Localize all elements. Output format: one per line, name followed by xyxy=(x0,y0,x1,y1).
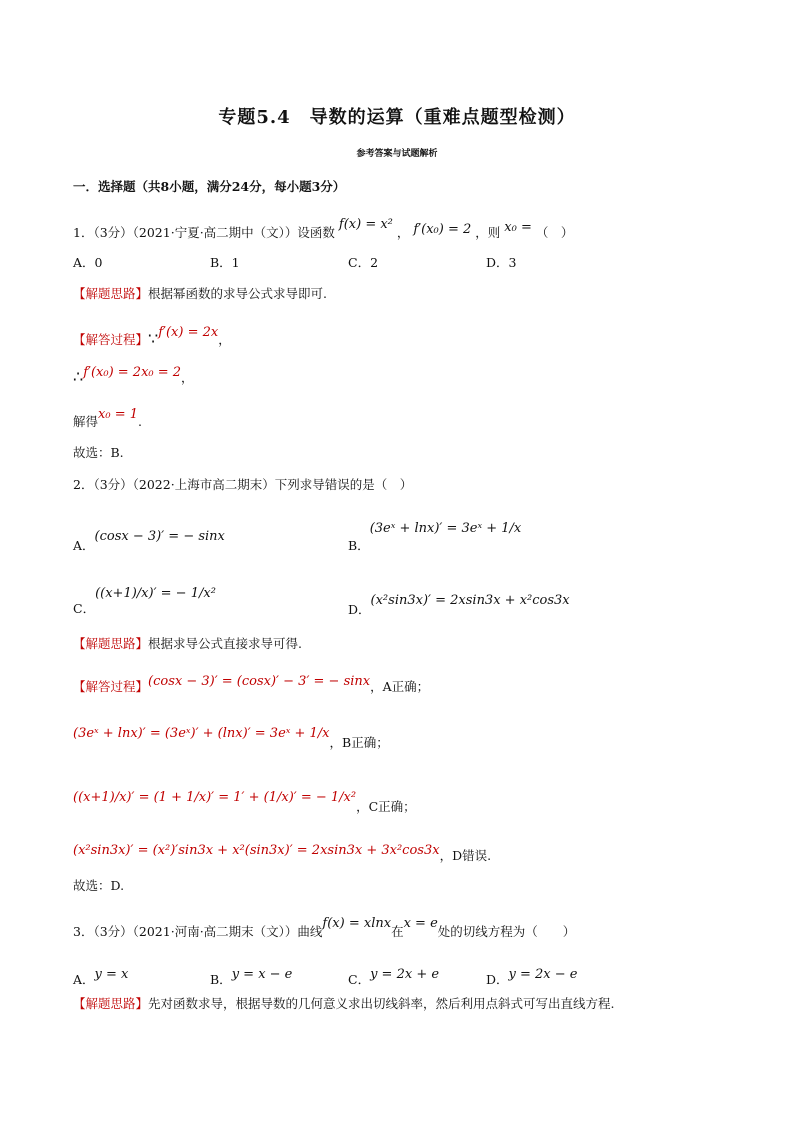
q2-process-note4: ，D错误. xyxy=(439,848,492,863)
q3-formula-x: x = e xyxy=(403,916,438,931)
q3-option-a-formula: y = x xyxy=(94,967,129,982)
q2-process-note3: ，C正确； xyxy=(356,799,416,814)
q3-stem-text-a: 3．（3分）（2021·河南·高二期末（文））曲线 xyxy=(73,924,323,939)
q2-option-c-formula: ((x+1)/x)′ = − 1/x² xyxy=(95,586,216,601)
q2-process-line4 xyxy=(73,843,492,864)
q2-process-formula4: (x²sin3x)′ = (x²)′sin3x + x²(sin3x)′ = 2xsin3x + 3x²cos3x xyxy=(73,843,440,858)
q1-idea-text: 根据幂函数的求导公式求导即可. xyxy=(148,286,327,301)
q2-process-line1 xyxy=(73,674,430,695)
q2-process-note2: ，B正确； xyxy=(329,735,389,750)
q1-formula-deriv: f′(x₀) = 2 xyxy=(413,222,472,237)
q2-process-formula2: (3eˣ + lnx)′ = (3eˣ)′ + (lnx)′ = 3eˣ + 1/x xyxy=(73,726,330,741)
q3-formula-f: f(x) = xlnx xyxy=(322,916,392,931)
q3-option-c-formula: y = 2x + e xyxy=(370,967,440,982)
q3-option-c-label: C． xyxy=(348,972,371,987)
q2-idea xyxy=(73,634,302,652)
q3-stem xyxy=(73,916,576,940)
q3-option-d xyxy=(486,964,578,987)
q2-option-d-formula: (x²sin3x)′ = 2xsin3x + x²cos3x xyxy=(370,593,570,608)
q1-process-formula3: x₀ = 1 xyxy=(98,407,138,422)
q1-comma: ， xyxy=(396,225,410,240)
q1-process-formula1: f′(x) = 2x xyxy=(158,325,219,340)
q2-process-formula3: ((x+1)/x)′ = (1 + 1/x)′ = 1′ + (1/x)′ = − 1/x² xyxy=(73,790,357,805)
q2-option-a-label: A． xyxy=(73,538,95,553)
q1-process-comma2: ， xyxy=(181,370,194,385)
q3-stem-text-b: 处的切线方程为（ ） xyxy=(437,924,576,939)
q3-option-a xyxy=(73,964,129,987)
q1-process-tag: 【解答过程】 xyxy=(73,332,149,347)
q3-option-b-label: B． xyxy=(210,972,232,987)
q2-option-a-formula: (cosx − 3)′ = − sinx xyxy=(94,529,225,544)
q3-option-d-formula: y = 2x − e xyxy=(508,967,578,982)
q3-option-a-label: A． xyxy=(73,972,95,987)
q1-formula-f: f(x) = x² xyxy=(338,217,393,232)
q2-process-formula1: (cosx − 3)′ = (cosx)′ − 3′ = − sinx xyxy=(148,674,371,689)
q1-option-a: A．0 xyxy=(73,255,103,270)
q3-idea-text: 先对函数求导，根据导数的几何意义求出切线斜率，然后利用点斜式可写出直线方程. xyxy=(148,996,615,1011)
q2-idea-tag: 【解题思路】 xyxy=(73,636,149,651)
q2-option-c xyxy=(73,583,216,616)
q1-process-line2 xyxy=(73,367,194,386)
q3-at: 在 xyxy=(391,924,404,939)
q1-option-d: D．3 xyxy=(486,255,517,270)
q1-option-b: B．1 xyxy=(210,255,240,270)
q1-option-c: C．2 xyxy=(348,255,379,270)
q1-paren: （ ） xyxy=(535,225,574,240)
q3-option-c xyxy=(348,964,440,987)
q1-therefore-symbol: ∴ xyxy=(73,367,84,386)
q1-process-comma1: ， xyxy=(218,332,231,347)
q3-idea xyxy=(73,994,615,1012)
q3-idea-tag: 【解题思路】 xyxy=(73,996,149,1011)
q2-option-b xyxy=(348,518,522,553)
q2-stem: 2．（3分）（2022·上海市高二期末）下列求导错误的是（ ） xyxy=(73,477,413,492)
page-title: 专题5.4 导数的运算（重难点题型检测） xyxy=(218,107,576,128)
q2-process-tag: 【解答过程】 xyxy=(73,679,149,694)
q2-option-a xyxy=(73,526,225,553)
q2-option-b-label: B． xyxy=(348,538,370,553)
q1-solve-text: 解得 xyxy=(73,414,99,429)
q2-option-d-label: D． xyxy=(348,602,371,617)
q2-process-line3 xyxy=(73,790,416,815)
q2-idea-text: 根据求导公式直接求导可得. xyxy=(148,636,302,651)
q1-stem-text: 1．（3分）（2021·宁夏·高二期中（文））设函数 xyxy=(73,225,335,240)
q3-option-d-label: D． xyxy=(486,972,509,987)
q3-option-b-formula: y = x − e xyxy=(231,967,293,982)
q2-option-d xyxy=(348,590,570,617)
q1-period: . xyxy=(138,414,142,429)
q2-option-c-label: C． xyxy=(73,601,96,616)
q3-option-b xyxy=(210,964,293,987)
q1-because-symbol: ∵ xyxy=(148,329,159,348)
q1-process-line1 xyxy=(73,325,231,348)
q2-answer: 故选：D. xyxy=(73,878,125,893)
q2-process-note1: ，A正确； xyxy=(370,679,430,694)
q1-answer: 故选：B. xyxy=(73,445,124,460)
q1-stem xyxy=(73,217,574,241)
q1-then: ，则 xyxy=(475,225,501,240)
q1-idea-tag: 【解题思路】 xyxy=(73,286,149,301)
q1-formula-x0: x₀ = xyxy=(504,220,532,235)
q1-process-formula2: f′(x₀) = 2x₀ = 2 xyxy=(83,365,182,380)
page-subtitle: 参考答案与试题解析 xyxy=(356,149,438,159)
q1-idea xyxy=(73,284,327,302)
section-heading: 一．选择题（共8小题，满分24分，每小题3分） xyxy=(73,179,346,194)
q2-option-b-formula: (3eˣ + lnx)′ = 3eˣ + 1/x xyxy=(369,521,522,536)
q2-process-line2 xyxy=(73,726,389,751)
q1-process-line3 xyxy=(73,407,142,430)
